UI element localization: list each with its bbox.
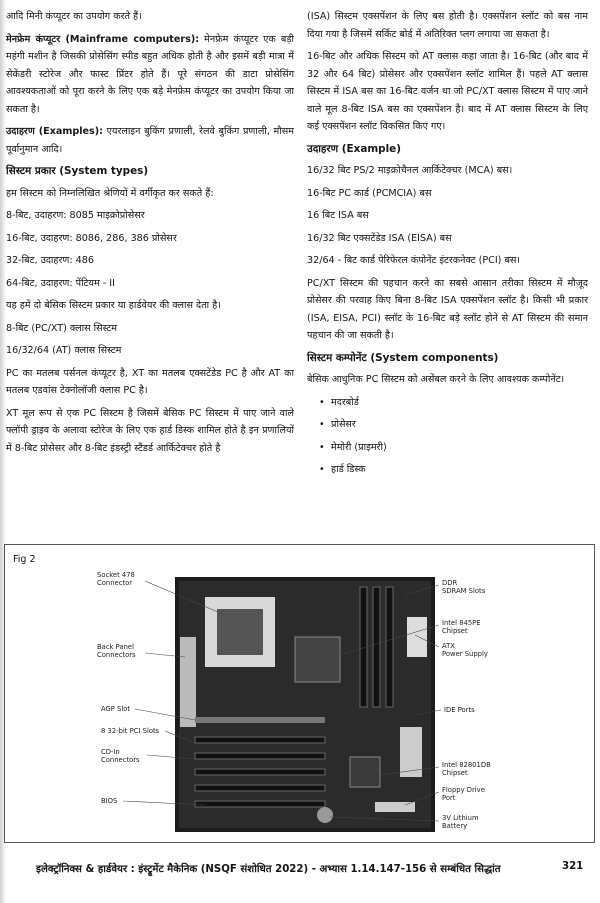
paragraph: यह हमें दो बेसिक सिस्टम प्रकार या हार्डवेयर की क्लास देता है। xyxy=(6,300,221,311)
paragraph: आदि मिनी कंप्यूटर का उपयोग करते हैं। xyxy=(6,11,142,22)
callout-cd-in: CD-In Connectors xyxy=(101,748,140,764)
list-item: 16/32 बिट PS/2 माइक्रोचैनल आर्किटेक्चर (MCA) बस। xyxy=(307,165,513,176)
callout-agp-slot: AGP Slot xyxy=(101,705,131,713)
list-item: 8-बिट, उदाहरण: 8085 माइक्रोप्रोसेसर xyxy=(6,210,145,221)
footer-title: इलेक्ट्रॉनिक्स & हार्डवेयर : इंस्ट्रूमेंट मैकेनिक (NSQF संशोधित 2022) - अभ्यास 1.14.147-156 से सम्बंधित सिद्धांत xyxy=(36,864,501,875)
example-heading: उदाहरण (Example) xyxy=(307,142,401,155)
right-column xyxy=(307,8,588,484)
page-number: 321 xyxy=(562,861,584,872)
figure-label: Fig 2 xyxy=(13,554,36,565)
list-item: • मेमोरी (प्राइमरी) xyxy=(319,439,588,457)
paragraph: हम सिस्टम को निम्नलिखित श्रेणियों में वर्गीकृत कर सकते हैं: xyxy=(6,187,214,199)
list-item: 16 बिट ISA बस xyxy=(307,210,369,221)
callout-intel-82801db: Intel 82801DB Chipset xyxy=(442,761,491,777)
callout-bios: BIOS xyxy=(101,797,118,805)
examples-paragraph: उदाहरण (Examples): एयरलाइन बुकिंग प्रणाली, रेलवे बुकिंग प्रणाली, मौसम पूर्वानुमान आदि। xyxy=(6,126,294,155)
callout-lithium-battery: 3V Lithium Battery xyxy=(442,814,479,830)
list-item: 16/32/64 (AT) क्लास सिस्टम xyxy=(6,345,122,356)
paragraph: 16-बिट और अधिक सिस्टम को AT क्लास कहा जाता है। 16-बिट (और बाद में 32 और 64 बिट) प्रोसेसर और एक्सपेंशन स्लॉट शामिल हैं। पहले AT क्लास सिस्टम में ISA बस का 16-बिट वर्जन था जो PC/XT क्लास सिस्टम में पाए जाने वाले मूल 8-बिट ISA बस का एक्सपेंशन है। बाद में AT क्लास सिस्टम के लिए कई एक्सपेंशन स्लॉट विकसित किए गए। xyxy=(307,51,588,132)
list-item: 32-बिट, उदाहरण: 486 xyxy=(6,255,94,266)
callout-socket-478: Socket 478 Connector xyxy=(97,571,135,587)
callout-floppy-port: Floppy Drive Port xyxy=(442,786,485,802)
paragraph: बेसिक आधुनिक PC सिस्टम को असेंबल करने के लिए आवश्यक कम्पोनेंट। xyxy=(307,374,565,385)
system-types-heading: सिस्टम प्रकार (System types) xyxy=(6,165,149,177)
list-item: 16-बिट, उदाहरण: 8086, 286, 386 प्रोसेसर xyxy=(6,232,177,244)
paragraph: (ISA) सिस्टम एक्सपेंशन के लिए बस होती है। एक्सपेंशन स्लॉट को बस नाम दिया गया है जिसमें सर्किट बोर्ड में अतिरिक्त प्लग लगाया जा सकता है। xyxy=(307,11,588,40)
components-heading: सिस्टम कम्पोनेंट (System components) xyxy=(307,351,499,364)
components-list xyxy=(307,394,588,479)
callout-back-panel: Back Panel Connectors xyxy=(97,643,136,659)
callout-atx-power: ATX Power Supply xyxy=(442,642,488,658)
paragraph: PC का मतलब पर्सनल कंप्यूटर है, XT का मतलब एक्सटेंडेड PC है और AT का मतलब एडवांस टेक्नोलॉजी क्लास PC है। xyxy=(6,367,294,396)
list-item: 16-बिट PC कार्ड (PCMCIA) बस xyxy=(307,187,432,199)
left-column xyxy=(6,8,294,462)
motherboard-figure xyxy=(4,544,595,843)
list-item: 16/32 बिट एक्सटेंडेड ISA (EISA) बस xyxy=(307,232,452,244)
list-item: 32/64 - बिट कार्ड पेरिफेरल कंपोनेंट इंटरकनेक्ट (PCI) बस। xyxy=(307,255,521,266)
list-item: • प्रोसेसर xyxy=(319,416,588,434)
callout-intel-845pe: Intel 845PE Chipset xyxy=(442,619,481,635)
callout-ide-ports: IDE Ports xyxy=(444,706,475,714)
list-item: • मदरबोर्ड xyxy=(319,394,588,412)
list-item: 8-बिट (PC/XT) क्लास सिस्टम xyxy=(6,322,117,334)
callout-ddr-sdram: DDR SDRAM Slots xyxy=(442,579,486,595)
paragraph: XT मूल रूप से एक PC सिस्टम है जिसमें बेसिक PC सिस्टम में पाए जाने वाले फ्लॉपी ड्राइव के अलावा स्टोरेज के लिए एक हार्ड डिस्क शामिल होते है इन प्रणालियों में 8-बिट प्रोसेसर और 8-बिट इंडस्ट्री स्टैंडर्ड आर्किटेक्चर होते है xyxy=(6,407,294,454)
list-item: • हार्ड डिस्क xyxy=(319,461,588,479)
motherboard-image xyxy=(175,577,435,832)
list-item: 64-बिट, उदाहरण: पेंटियम - II xyxy=(6,277,115,289)
paragraph: PC/XT सिस्टम की पहचान करने का सबसे आसान तरीका सिस्टम में मौजूद प्रोसेसर की परवाह किए बिना 8-बिट ISA एक्सपेंशन स्लॉट है। किसी भी प्रकार (ISA, EISA, PCI) स्लॉट के 16-बिट बड़े स्लॉट होने से AT सिस्टम की समान पहचान की जा सकती है। xyxy=(307,277,588,341)
callout-pci-slots: 8 32-bit PCI Slots xyxy=(101,727,160,735)
mainframe-paragraph: मेनफ्रेम कंप्यूटर (Mainframe computers): मेनफ्रेम कंप्यूटर एक बड़ी महंगी मशीन है जिसकी प्रोसेसिंग स्पीड बहुत अधिक होती है और इसमें बड़ी मात्रा में सेकेंडरी स्टोरेज और फास्ट प्रिंटर होते हैं। पूरे संगठन की डाटा प्रोसेसिंग आवश्यकताओं को पूरा करने के लिए एक बड़े मेनफ्रेम कंप्यूटर का उपयोग किया जा सकता है। xyxy=(6,33,294,115)
